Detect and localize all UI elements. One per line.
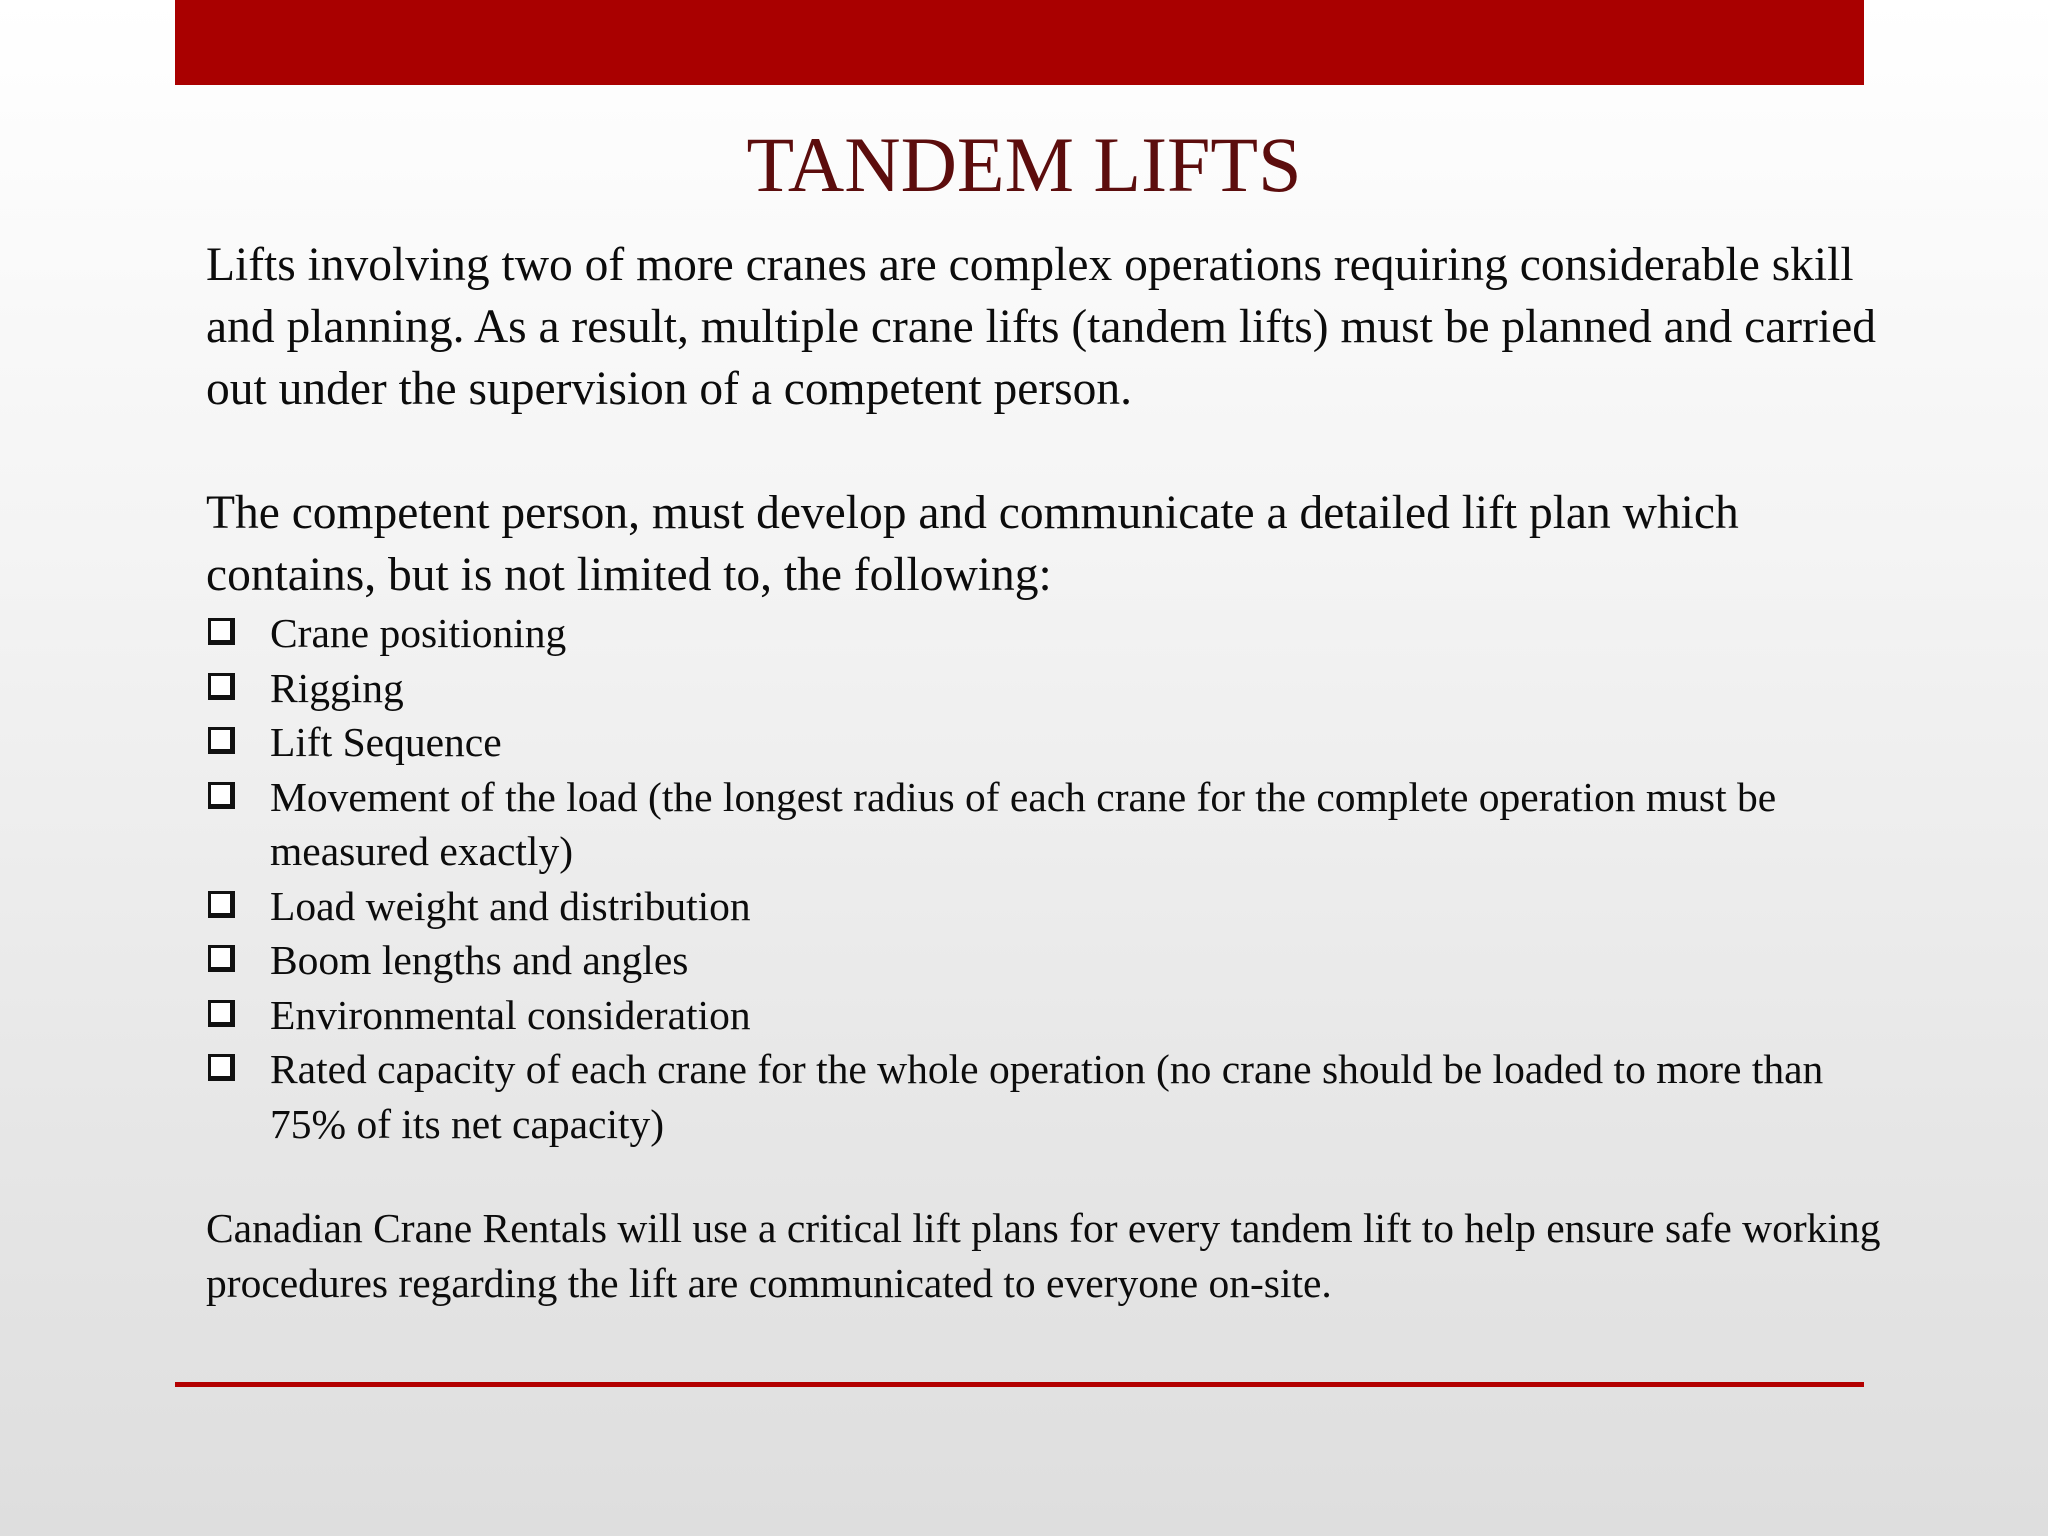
intro-paragraph: Lifts involving two of more cranes are complex operations requiring considerable skill and planning. As a result, multiple crane lifts (tandem lifts) must be planned and carried out under the supervision of a competent person. xyxy=(206,239,1876,415)
checkbox-icon xyxy=(208,1000,235,1027)
checklist-item xyxy=(206,879,1906,934)
checkbox-icon xyxy=(208,673,235,700)
checklist-item xyxy=(206,933,1906,988)
checklist-item xyxy=(206,1042,1906,1151)
checklist-item-label: Load weight and distribution xyxy=(270,882,751,929)
checklist-item-label: Rigging xyxy=(270,664,404,711)
header-accent-bar xyxy=(175,0,1864,85)
closing-paragraph: Canadian Crane Rentals will use a critical lift plans for every tandem lift to help ensure safe working procedures regarding the lift are communicated to everyone on-site. xyxy=(206,1205,1881,1306)
lift-plan-intro: The competent person, must develop and communicate a detailed lift plan which contains, but is not limited to, the following: xyxy=(206,487,1739,601)
checklist-item-label: Boom lengths and angles xyxy=(270,937,689,983)
checklist-item xyxy=(206,988,1906,1043)
checklist-item-label: Crane positioning xyxy=(270,610,567,656)
checklist-item xyxy=(206,606,1906,661)
checklist-item xyxy=(206,661,1906,716)
checkbox-icon xyxy=(208,782,235,809)
checklist-item-label: Environmental consideration xyxy=(270,991,751,1038)
footer-divider xyxy=(175,1382,1864,1387)
checkbox-icon xyxy=(208,1054,235,1081)
checklist-item xyxy=(206,770,1906,879)
checklist-item-label: Rated capacity of each crane for the whole operation (no crane should be loaded to more than 75% of its net capacity) xyxy=(270,1046,1824,1147)
checkbox-icon xyxy=(208,891,235,918)
checkbox-icon xyxy=(208,618,235,645)
checklist-item xyxy=(206,715,1906,770)
checkbox-icon xyxy=(208,945,235,972)
checklist-item-label: Lift Sequence xyxy=(270,719,502,765)
slide-body xyxy=(206,234,1906,1310)
checklist-item-label: Movement of the load (the longest radius of each crane for the complete operation must be measured exactly) xyxy=(270,773,1777,874)
lift-plan-checklist xyxy=(206,606,1906,1151)
checkbox-icon xyxy=(208,727,235,754)
slide-title: TANDEM LIFTS xyxy=(746,121,1302,208)
